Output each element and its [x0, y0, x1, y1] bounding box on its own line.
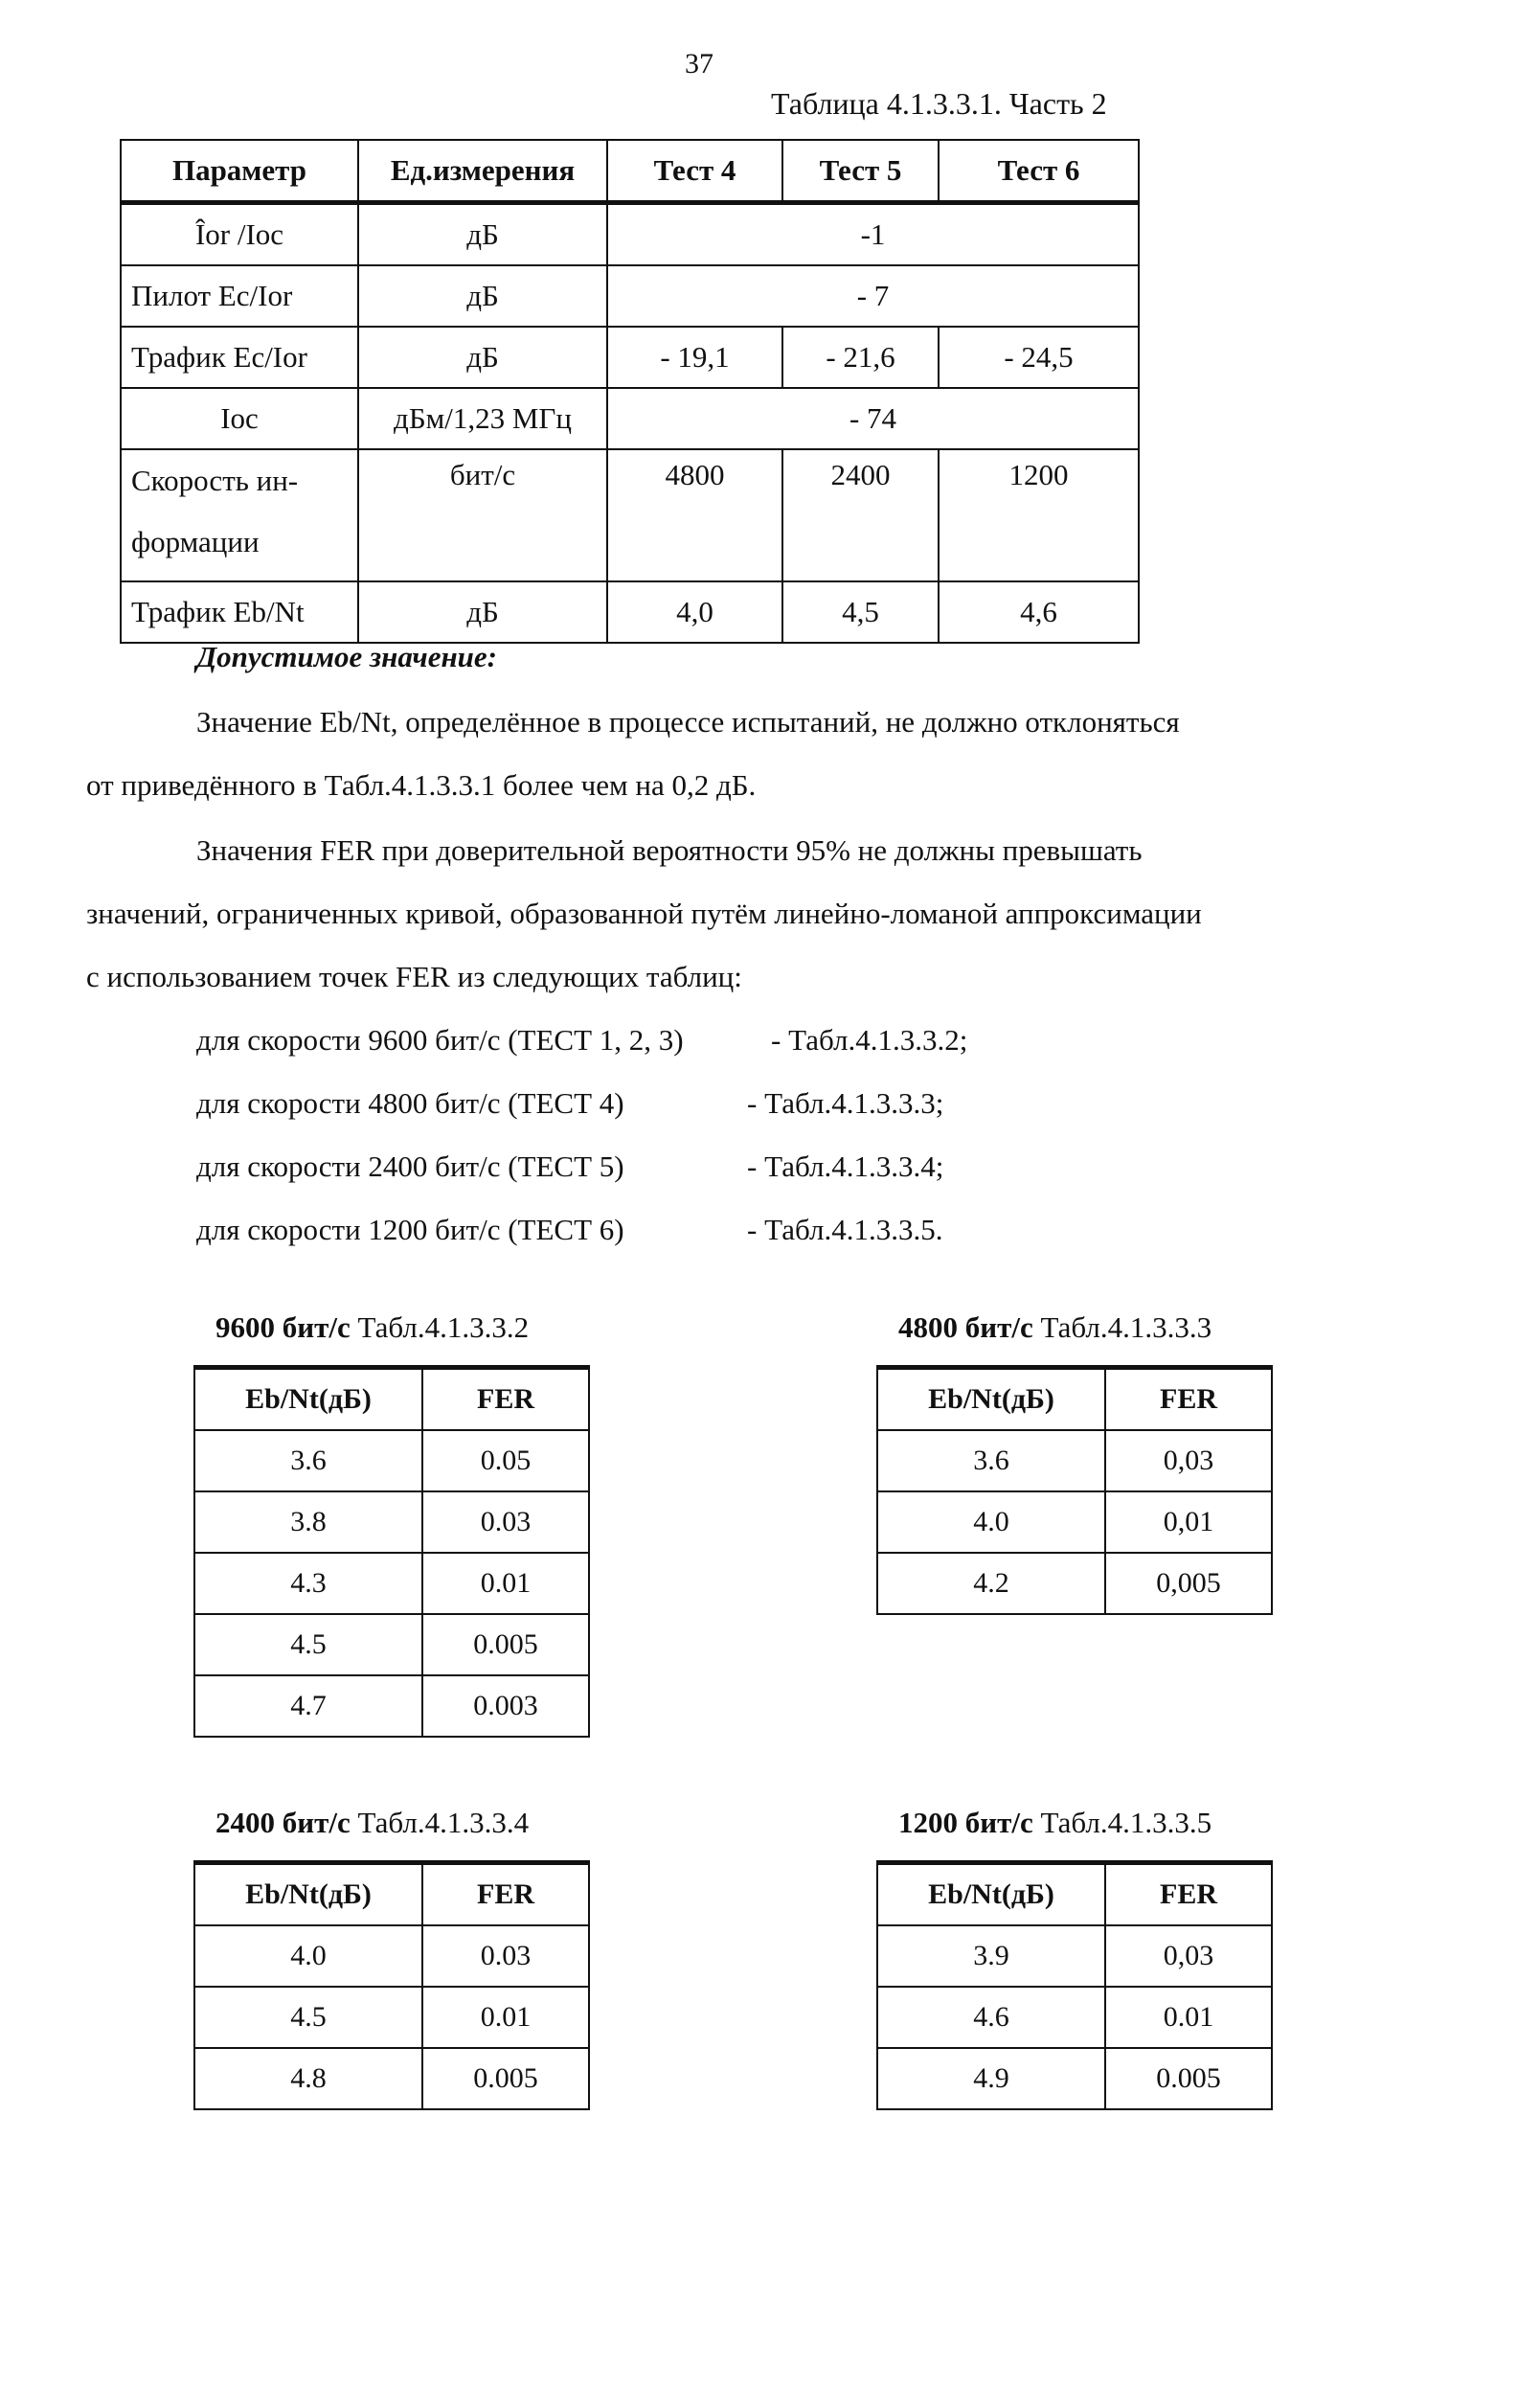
param-line: формации [131, 525, 260, 558]
list-item [196, 1010, 968, 1071]
table-row [194, 1675, 589, 1737]
fer-ref: Табл.4.1.3.3.4 [357, 1806, 530, 1839]
para2-line3: с использованием точек FER из следующих таблиц: [86, 960, 742, 993]
header-test5: Тест 5 [782, 140, 939, 203]
table-row [121, 327, 1139, 388]
fer-cell: 0.01 [422, 1987, 589, 2048]
ebnt-cell: 4.5 [194, 1987, 422, 2048]
ebnt-header: Eb/Nt(дБ) [194, 1368, 422, 1431]
table-row [121, 581, 1139, 643]
value-cell: - 24,5 [939, 327, 1139, 388]
fer-cell: 0,005 [1105, 1553, 1272, 1614]
value-cell: 2400 [782, 449, 939, 581]
list-item [196, 1073, 944, 1134]
fer-table-title [898, 1310, 1212, 1345]
ebnt-cell: 4.7 [194, 1675, 422, 1737]
table-row [121, 388, 1139, 449]
table-row [877, 1491, 1272, 1553]
fer-cell: 0.003 [422, 1675, 589, 1737]
fer-table-title [898, 1806, 1212, 1840]
unit-cell: дБ [358, 581, 607, 643]
fer-ref: Табл.4.1.3.3.2 [357, 1310, 530, 1344]
fer-cell: 0.005 [1105, 2048, 1272, 2109]
unit-cell: дБм/1,23 МГц [358, 388, 607, 449]
fer-header: FER [422, 1368, 589, 1431]
fer-table-title [215, 1806, 529, 1840]
unit-cell: дБ [358, 327, 607, 388]
ebnt-cell: 4.3 [194, 1553, 422, 1614]
table-row [194, 1614, 589, 1675]
ebnt-header: Eb/Nt(дБ) [194, 1863, 422, 1926]
list-text: для скорости 2400 бит/с (ТЕСТ 5) [196, 1149, 624, 1183]
value-cell: 4,5 [782, 581, 939, 643]
fer-cell: 0,03 [1105, 1925, 1272, 1987]
param-cell: Ioc [121, 388, 358, 449]
ebnt-header: Eb/Nt(дБ) [877, 1863, 1105, 1926]
header-test6: Тест 6 [939, 140, 1139, 203]
list-text: для скорости 1200 бит/с (ТЕСТ 6) [196, 1213, 624, 1246]
ebnt-cell: 3.6 [194, 1430, 422, 1491]
para2-line2: значений, ограниченных кривой, образованной путём линейно-ломаной аппроксимации [86, 897, 1202, 930]
table-row [121, 449, 1139, 581]
value-cell: 1200 [939, 449, 1139, 581]
ebnt-cell: 4.2 [877, 1553, 1105, 1614]
param-cell: Пилот Ec/Ior [121, 265, 358, 327]
ebnt-cell: 3.9 [877, 1925, 1105, 1987]
list-ref: - Табл.4.1.3.3.5. [747, 1213, 943, 1246]
param-line: Скорость ин- [131, 464, 299, 497]
value-cell: 4800 [607, 449, 782, 581]
fer-cell: 0.01 [422, 1553, 589, 1614]
fer-table-1200 [876, 1860, 1273, 2110]
ebnt-cell: 4.6 [877, 1987, 1105, 2048]
fer-cell: 0.01 [1105, 1987, 1272, 2048]
list-item [196, 1199, 943, 1261]
fer-cell: 0.005 [422, 2048, 589, 2109]
table-row [194, 1925, 589, 1987]
main-table [120, 139, 1140, 644]
fer-rate: 9600 бит/с [215, 1310, 351, 1344]
list-text: для скорости 4800 бит/с (ТЕСТ 4) [196, 1086, 624, 1120]
unit-cell: дБ [358, 265, 607, 327]
fer-header-row [877, 1368, 1272, 1431]
fer-ref: Табл.4.1.3.3.5 [1040, 1806, 1212, 1839]
fer-ref: Табл.4.1.3.3.3 [1040, 1310, 1212, 1344]
unit-cell: бит/с [358, 449, 607, 581]
fer-cell: 0,01 [1105, 1491, 1272, 1553]
header-parameter: Параметр [121, 140, 358, 203]
fer-rate: 2400 бит/с [215, 1806, 351, 1839]
list-item [196, 1136, 944, 1197]
fer-header-row [194, 1368, 589, 1431]
page-number: 37 [685, 48, 713, 80]
ebnt-header: Eb/Nt(дБ) [877, 1368, 1105, 1431]
ebnt-cell: 4.0 [877, 1491, 1105, 1553]
fer-cell: 0.03 [422, 1925, 589, 1987]
value-cell: - 19,1 [607, 327, 782, 388]
allowed-heading: Допустимое значение: [196, 640, 497, 673]
param-cell: Îor /Ioc [121, 203, 358, 266]
fer-header: FER [422, 1863, 589, 1926]
table-row [877, 1430, 1272, 1491]
fer-table-4800 [876, 1365, 1273, 1615]
main-table-header-row [121, 140, 1139, 203]
header-unit: Ед.измерения [358, 140, 607, 203]
param-cell: Трафик Ec/Ior [121, 327, 358, 388]
para1-line2: от приведённого в Табл.4.1.3.3.1 более чем на 0,2 дБ. [86, 768, 757, 802]
param-cell [121, 449, 358, 581]
fer-table-2400 [193, 1860, 590, 2110]
table-row [194, 2048, 589, 2109]
table-row [194, 1553, 589, 1614]
para1-line1: Значение Eb/Nt, определённое в процессе испытаний, не должно отклоняться [196, 705, 1180, 739]
table-caption: Таблица 4.1.3.3.1. Часть 2 [771, 86, 1107, 121]
value-cell: -1 [607, 203, 1139, 266]
table-row [877, 1925, 1272, 1987]
value-cell: 4,0 [607, 581, 782, 643]
ebnt-cell: 4.0 [194, 1925, 422, 1987]
fer-table-9600 [193, 1365, 590, 1738]
list-ref: - Табл.4.1.3.3.3; [747, 1086, 944, 1120]
fer-header: FER [1105, 1368, 1272, 1431]
unit-cell: дБ [358, 203, 607, 266]
table-row [121, 203, 1139, 266]
fer-header: FER [1105, 1863, 1272, 1926]
fer-cell: 0.03 [422, 1491, 589, 1553]
list-ref: - Табл.4.1.3.3.4; [747, 1149, 944, 1183]
header-test4: Тест 4 [607, 140, 782, 203]
value-cell: - 74 [607, 388, 1139, 449]
ebnt-cell: 3.8 [194, 1491, 422, 1553]
table-row [877, 2048, 1272, 2109]
fer-cell: 0,03 [1105, 1430, 1272, 1491]
table-row [194, 1430, 589, 1491]
fer-cell: 0.05 [422, 1430, 589, 1491]
ebnt-cell: 4.5 [194, 1614, 422, 1675]
ebnt-cell: 4.9 [877, 2048, 1105, 2109]
table-row [877, 1553, 1272, 1614]
value-cell: - 7 [607, 265, 1139, 327]
table-row [194, 1987, 589, 2048]
ebnt-cell: 4.8 [194, 2048, 422, 2109]
list-text: для скорости 9600 бит/с (ТЕСТ 1, 2, 3) [196, 1023, 684, 1057]
value-cell: 4,6 [939, 581, 1139, 643]
para2-line1: Значения FER при доверительной вероятности 95% не должны превышать [196, 833, 1143, 867]
ebnt-cell: 3.6 [877, 1430, 1105, 1491]
table-row [121, 265, 1139, 327]
table-row [877, 1987, 1272, 2048]
fer-table-title [215, 1310, 529, 1345]
list-ref: - Табл.4.1.3.3.2; [771, 1023, 968, 1057]
fer-cell: 0.005 [422, 1614, 589, 1675]
fer-rate: 4800 бит/с [898, 1310, 1033, 1344]
fer-rate: 1200 бит/с [898, 1806, 1033, 1839]
fer-header-row [877, 1863, 1272, 1926]
fer-header-row [194, 1863, 589, 1926]
value-cell: - 21,6 [782, 327, 939, 388]
param-cell: Трафик Eb/Nt [121, 581, 358, 643]
table-row [194, 1491, 589, 1553]
